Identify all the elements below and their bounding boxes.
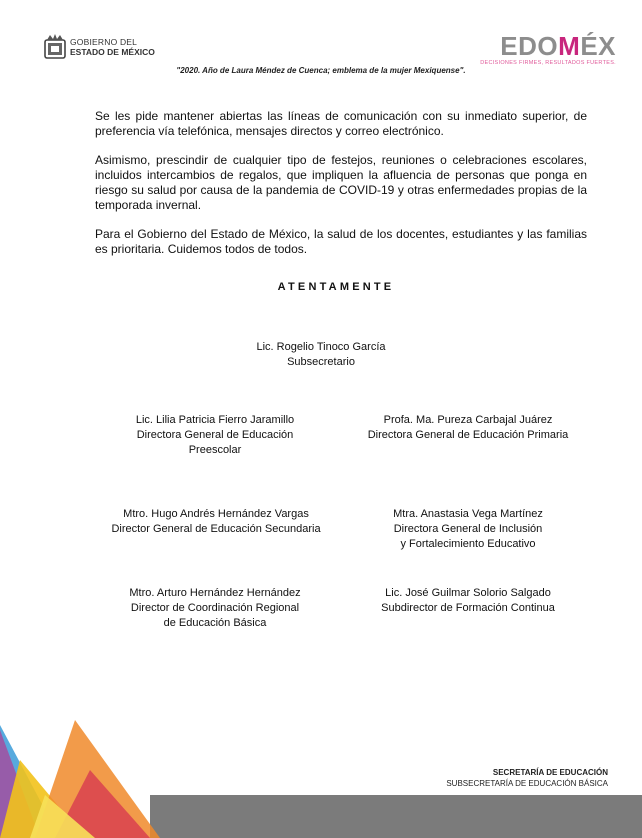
edomex-tagline: DECISIONES FIRMES, RESULTADOS FUERTES. (480, 60, 616, 66)
signatory-title: Directora General de Educación (136, 429, 294, 441)
year-motto: "2020. Año de Laura Méndez de Cuenca; emblema de la mujer Mexiquense". (176, 66, 466, 75)
signature-formacion (352, 586, 584, 616)
footer-organization (446, 767, 608, 789)
edomex-logo (480, 33, 616, 66)
gobierno-logo (44, 34, 155, 60)
signatory-title-line2: Preescolar (188, 444, 242, 456)
signature-preescolar (100, 413, 330, 458)
signatory-title: Directora General de Educación Primaria (367, 429, 569, 441)
letter-body (95, 109, 587, 271)
gov-name-line1: GOBIERNO DEL (70, 37, 138, 47)
signatory-name: Profa. Ma. Pureza Carbajal Juárez (383, 414, 553, 426)
signature-inclusion (352, 507, 584, 552)
signatory-name: Mtra. Anastasia Vega Martínez (393, 508, 543, 520)
footer-gray-bar (150, 795, 642, 838)
footer-secretaria: SECRETARÍA DE EDUCACIÓN (492, 768, 608, 777)
signatory-title-line2: de Educación Básica (163, 617, 267, 629)
signature-subsecretario (221, 340, 421, 370)
signatory-title: Subdirector de Formación Continua (381, 602, 555, 614)
coat-of-arms-icon (44, 34, 66, 60)
signatory-name: Lic. Rogelio Tinoco García (256, 341, 386, 353)
signature-secundaria (96, 507, 336, 537)
signature-primaria (352, 413, 584, 443)
signatory-name: Lic. José Guilmar Solorio Salgado (385, 587, 551, 599)
edomex-text-part3: ÉX (580, 31, 616, 61)
signatory-title: Directora General de Inclusión (393, 523, 543, 535)
footer-subsecretaria: SUBSECRETARÍA DE EDUCACIÓN BÁSICA (446, 779, 608, 788)
paragraph-celebrations: Asimismo, prescindir de cualquier tipo de festejos, reuniones o celebraciones escolares, incluidos intercambios de regalos, que impliquen la afluencia de personas que ponga en riesgo su salud por causa de la pandemia de COVID-19 y otras enfermedades propias de la temporada invernal. (95, 153, 587, 212)
signatory-name: Mtro. Hugo Andrés Hernández Vargas (123, 508, 309, 520)
paragraph-communication: Se les pide mantener abiertas las líneas de comunicación con su inmediato superior, de preferencia vía telefónica, mensajes directos y correo electrónico. (95, 109, 587, 138)
edomex-text-part1: EDO (500, 31, 559, 61)
signature-coordinacion (100, 586, 330, 631)
closing-atentamente: ATENTAMENTE (277, 281, 395, 293)
signatory-title: Subsecretario (287, 356, 355, 368)
signatory-title-line2: y Fortalecimiento Educativo (400, 538, 536, 550)
paragraph-health: Para el Gobierno del Estado de México, la salud de los docentes, estudiantes y las familias es prioritaria. Cuidemos todos de todos. (95, 227, 587, 256)
signatory-name: Lic. Lilia Patricia Fierro Jaramillo (135, 414, 295, 426)
signatory-title: Director de Coordinación Regional (130, 602, 300, 614)
signatory-name: Mtro. Arturo Hernández Hernández (129, 587, 301, 599)
edomex-text-part2: M (558, 31, 581, 61)
decorative-triangles (0, 700, 160, 838)
signatory-title: Director General de Educación Secundaria (111, 523, 321, 535)
gov-name-line2: ESTADO DE MÉXICO (70, 47, 155, 57)
